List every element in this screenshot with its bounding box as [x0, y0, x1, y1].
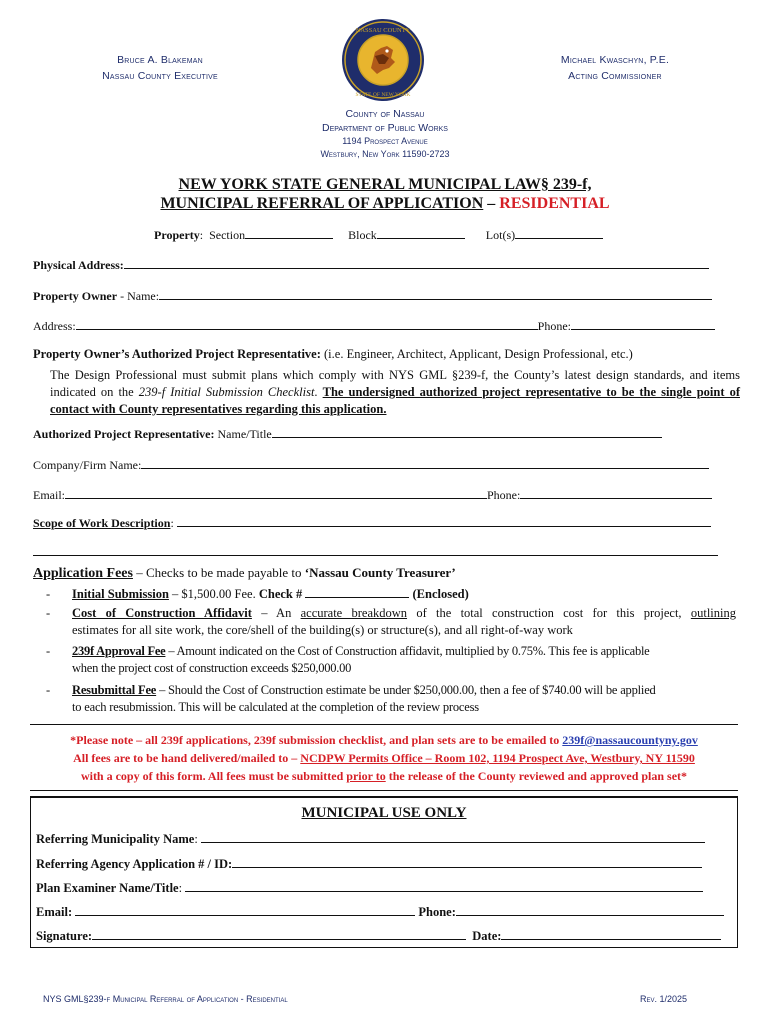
owner-name-field[interactable]: [159, 288, 712, 300]
footer-revision: Rev. 1/2025: [640, 994, 688, 1004]
block-label: Block: [348, 228, 377, 242]
title-line-2: [60, 194, 710, 213]
fee-text: – $1,500.00 Fee.: [168, 587, 259, 601]
referring-agency-field[interactable]: [232, 856, 702, 868]
section-field[interactable]: [245, 227, 333, 239]
rep-heading: [33, 346, 633, 363]
referring-muni-row: [36, 831, 705, 846]
commissioner-name: Michael Kwaschyn, P.E.: [560, 54, 670, 66]
fee-label: Resubmittal Fee: [72, 683, 157, 697]
fee-text: – Should the Cost of Construction estimate be under $250,000.00, then a fee of $740.00 will be applied: [156, 683, 656, 697]
signature-row: [36, 928, 721, 943]
municipal-heading: [30, 804, 738, 823]
check-number-label: Check #: [258, 587, 306, 601]
department-block: [235, 107, 535, 161]
fee-bullet: -: [46, 587, 51, 601]
company-field[interactable]: [141, 457, 709, 469]
notice-divider-bottom: [30, 790, 738, 791]
checklist-ref: 239-f Initial Submission Checklist: [138, 385, 315, 399]
physical-address-row: [33, 257, 709, 272]
scope-label: Scope of Work Description: [33, 516, 171, 530]
owner-address-label: Address:: [33, 319, 76, 333]
notice-line-3: [30, 767, 738, 785]
muni-phone-label: Phone:: [418, 905, 456, 919]
muni-email-row: [36, 904, 724, 919]
footer-form-name: NYS GML§239-f Municipal Referral of Application - Residential: [43, 994, 288, 1004]
notice-divider-top: [30, 724, 738, 725]
email-link[interactable]: 239f@nassaucountyny.gov: [562, 733, 698, 747]
executive-name: Bruce A. Blakeman: [117, 54, 203, 66]
company-label: Company/Firm Name:: [33, 458, 142, 472]
commissioner-block: [520, 52, 710, 84]
scope-colon: :: [170, 516, 174, 530]
svg-text:NASSAU COUNTY: NASSAU COUNTY: [355, 27, 411, 34]
plan-examiner-colon: :: [178, 881, 183, 895]
fee-label: Cost of Construction Affidavit: [72, 606, 252, 620]
scope-field[interactable]: [177, 515, 711, 527]
rep-phone-field[interactable]: [520, 487, 712, 499]
date-field[interactable]: [501, 928, 721, 940]
property-colon: :: [199, 228, 204, 242]
fees-heading: [33, 564, 456, 582]
fee-text: – Amount indicated on the Cost of Construction affidavit, multiplied by 0.75%. This fee is applicable: [165, 644, 650, 658]
auth-rep-name-label: Name/Title: [214, 427, 272, 441]
plan-examiner-field[interactable]: [185, 880, 703, 892]
fee-bullet: -: [46, 644, 50, 658]
fee-item: [46, 643, 736, 677]
fee-item: [46, 682, 736, 716]
fee-list: [46, 586, 736, 716]
referring-muni-label: Referring Municipality Name: [36, 832, 195, 846]
fees-heading-text: – Checks to be made payable to: [132, 565, 305, 580]
department-name: Department of Public Works: [322, 122, 448, 134]
department-street: 1194 Prospect Avenue: [342, 136, 428, 146]
enclosed-label: (Enclosed): [409, 587, 469, 601]
fee-label: 239f Approval Fee: [72, 644, 166, 658]
commissioner-title: Acting Commissioner: [568, 70, 662, 82]
check-number-field[interactable]: [305, 586, 409, 598]
muni-email-label: Email:: [36, 905, 73, 919]
referring-muni-colon: :: [194, 832, 198, 846]
block-field[interactable]: [377, 227, 465, 239]
title-dash: –: [483, 195, 500, 212]
fee-text: of the total construction cost for this project,: [407, 606, 691, 620]
single-point-statement: The undersigned authorized project representative to be the single point of contact with County representatives regarding this application.: [50, 385, 740, 416]
department-city: Westbury, New York 11590-2723: [320, 149, 450, 159]
form-title: [60, 175, 710, 213]
rep-para-sep: .: [314, 385, 323, 399]
rep-email-row: [33, 487, 712, 502]
fee-label: Initial Submission: [72, 587, 169, 601]
auth-rep-label: Authorized Project Representative:: [33, 427, 215, 441]
prior-to: prior to: [346, 769, 386, 783]
rep-email-label: Email:: [33, 488, 65, 502]
submission-notice: [30, 731, 738, 785]
fee-bullet: -: [46, 683, 50, 697]
fee-item: [46, 586, 736, 605]
notice-line-1: [30, 731, 738, 749]
rep-email-field[interactable]: [65, 487, 487, 499]
owner-phone-field[interactable]: [571, 318, 715, 330]
auth-rep-name-field[interactable]: [272, 426, 662, 438]
fee-text-continued: when the project cost of construction exceeds $250,000.00: [72, 661, 352, 675]
lot-field[interactable]: [515, 227, 603, 239]
permits-office-address: NCDPW Permits Office – Room 102, 1194 Prospect Ave, Westbury, NY 11590: [300, 751, 695, 765]
title-main: MUNICIPAL REFERRAL OF APPLICATION: [160, 195, 484, 212]
executive-title: Nassau County Executive: [102, 70, 218, 82]
title-residential: RESIDENTIAL: [499, 195, 610, 212]
referring-muni-field[interactable]: [201, 831, 705, 843]
lot-label: Lot(s): [485, 228, 516, 242]
date-label: Date:: [472, 929, 502, 943]
rep-phone-label: Phone:: [487, 488, 521, 502]
company-row: [33, 457, 709, 472]
owner-name-label: - Name:: [117, 289, 160, 303]
fee-text-underlined: accurate breakdown: [300, 606, 408, 620]
plan-examiner-label: Plan Examiner Name/Title: [36, 881, 179, 895]
muni-phone-field[interactable]: [456, 904, 724, 916]
notice-text: All fees are to be hand delivered/mailed to –: [73, 751, 301, 765]
property-label: Property: [154, 228, 200, 242]
svg-text:STATE OF NEW YORK: STATE OF NEW YORK: [355, 92, 411, 98]
municipal-heading-text: MUNICIPAL USE ONLY: [301, 805, 467, 821]
fee-text-continued: to each resubmission. This will be calculated at the completion of the review process: [72, 700, 479, 714]
scope-field-line-2[interactable]: [33, 555, 718, 556]
rep-paragraph: [50, 367, 740, 418]
fee-item: [46, 605, 736, 639]
executive-block: [60, 52, 260, 84]
payee: ‘Nassau County Treasurer’: [304, 565, 456, 580]
rep-heading-label: Property Owner’s Authorized Project Representative:: [33, 347, 321, 361]
rep-para-text: The Design Professional must submit plans which comply with NYS GML §239-f, the County’s latest design standards, and items indicated on the: [50, 368, 740, 399]
fee-text-continued: estimates for all site work, the core/shell of the building(s) or structure(s), and all right-of-way work: [72, 623, 573, 637]
auth-rep-row: [33, 426, 662, 441]
fee-text: – An: [251, 606, 301, 620]
title-line-1: NEW YORK STATE GENERAL MUNICIPAL LAW§ 239-f,: [178, 176, 592, 193]
owner-address-row: [33, 318, 715, 333]
physical-address-field[interactable]: [124, 257, 709, 269]
referring-agency-row: [36, 856, 702, 871]
notice-text: the release of the County reviewed and approved plan set*: [385, 769, 688, 783]
plan-examiner-row: [36, 880, 703, 895]
muni-email-field[interactable]: [75, 904, 415, 916]
county-seal-icon: [341, 18, 425, 102]
notice-line-2: [30, 749, 738, 767]
fees-heading-label: Application Fees: [33, 566, 133, 581]
notice-text: with a copy of this form. All fees must be submitted: [80, 769, 347, 783]
owner-label: Property Owner: [33, 289, 118, 303]
owner-phone-label: Phone:: [537, 319, 572, 333]
notice-text: *Please note – all 239f applications, 239f submission checklist, and plan sets are to be emailed to: [70, 733, 563, 747]
signature-field[interactable]: [92, 928, 466, 940]
owner-address-field[interactable]: [76, 318, 538, 330]
property-row: [154, 227, 603, 242]
referring-agency-label: Referring Agency Application # / ID:: [36, 857, 233, 871]
county-name: County of Nassau: [345, 108, 425, 120]
signature-label: Signature:: [36, 929, 93, 943]
owner-row: [33, 288, 712, 303]
rep-heading-note: (i.e. Engineer, Architect, Applicant, Design Professional, etc.): [320, 347, 633, 361]
fee-text-underlined: outlining: [690, 606, 736, 620]
physical-address-label: Physical Address:: [33, 258, 124, 272]
section-label: Section: [209, 228, 246, 242]
fee-bullet: -: [46, 606, 51, 620]
scope-row: [33, 515, 711, 530]
